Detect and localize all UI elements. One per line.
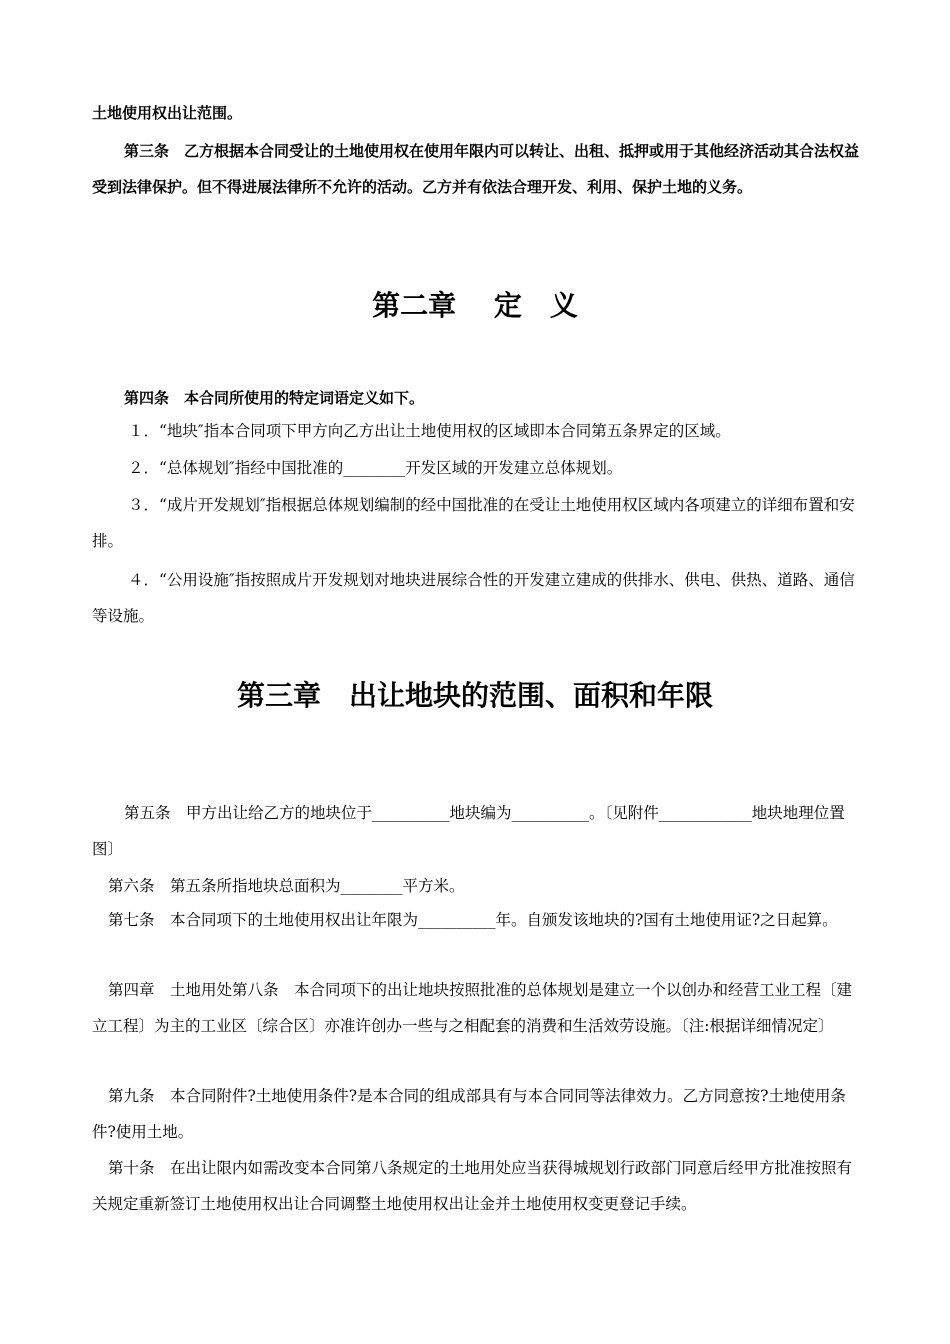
definition-3: ３．“成片开发规划″指根据总体规划编制的经中国批准的在受让土地使用权区域内各项建立的详细布置和安排。 [92, 496, 855, 550]
definition-4: ４．“公用设施″指按照成片开发规划对地块进展综合性的开发建立建成的供排水、供电、供热、道路、通信等设施。 [92, 571, 855, 625]
article-8: 第四章 土地用处第八条 本合同项下的出让地块按照批准的总体规划是建立一个以创办和经营工业工程〔建立工程〕为主的工业区〔综合区〕亦准许创办一些与之相配套的消费和生活效劳设施。〔注:根据详细情况定〕 [92, 981, 853, 1035]
definition-2: ２．“总体规划″指经中国批准的________开发区域的开发建立总体规划。 [128, 459, 623, 477]
article-6: 第六条 第五条所指地块总面积为________平方米。 [108, 877, 465, 895]
article-4: 第四条 本合同所使用的特定词语定义如下。 [124, 389, 425, 407]
article-7: 第七条 本合同项下的土地使用权出让年限为__________年。自颁发该地块的?国有土地使用证?之日起算。 [108, 911, 838, 929]
continuation-text: 土地使用权出让范围。 [92, 104, 243, 122]
article-3: 第三条 乙方根据本合同受让的土地使用权在使用年限内可以转让、出租、抵押或用于其他经济活动其合法权益受到法律保护。但不得进展法律所不允许的活动。乙方并有依法合理开发、利用、保护土地的义务。 [92, 142, 860, 196]
article-10: 第十条 在出让限内如需改变本合同第八条规定的土地用处应当获得城规划行政部门同意后经甲方批准按照有关规定重新签订土地使用权出让合同调整土地使用权出让金并土地使用权变更登记手续。 [92, 1159, 853, 1213]
definition-1: １．“地块″指本合同项下甲方向乙方出让土地使用权的区域即本合同第五条界定的区域。 [128, 422, 731, 440]
article-9: 第九条 本合同附件?土地使用条件?是本合同的组成部具有与本合同同等法律效力。乙方同意按?土地使用条件?使用土地。 [92, 1087, 846, 1141]
chapter-3-title: 第三章 出让地块的范围、面积和年限 [236, 679, 713, 712]
chapter-2-title: 第二章 定 义 [372, 289, 578, 322]
article-5: 第五条 甲方出让给乙方的地块位于__________地块编为__________。〔见附件____________地块地理位置图〕 [92, 804, 845, 858]
